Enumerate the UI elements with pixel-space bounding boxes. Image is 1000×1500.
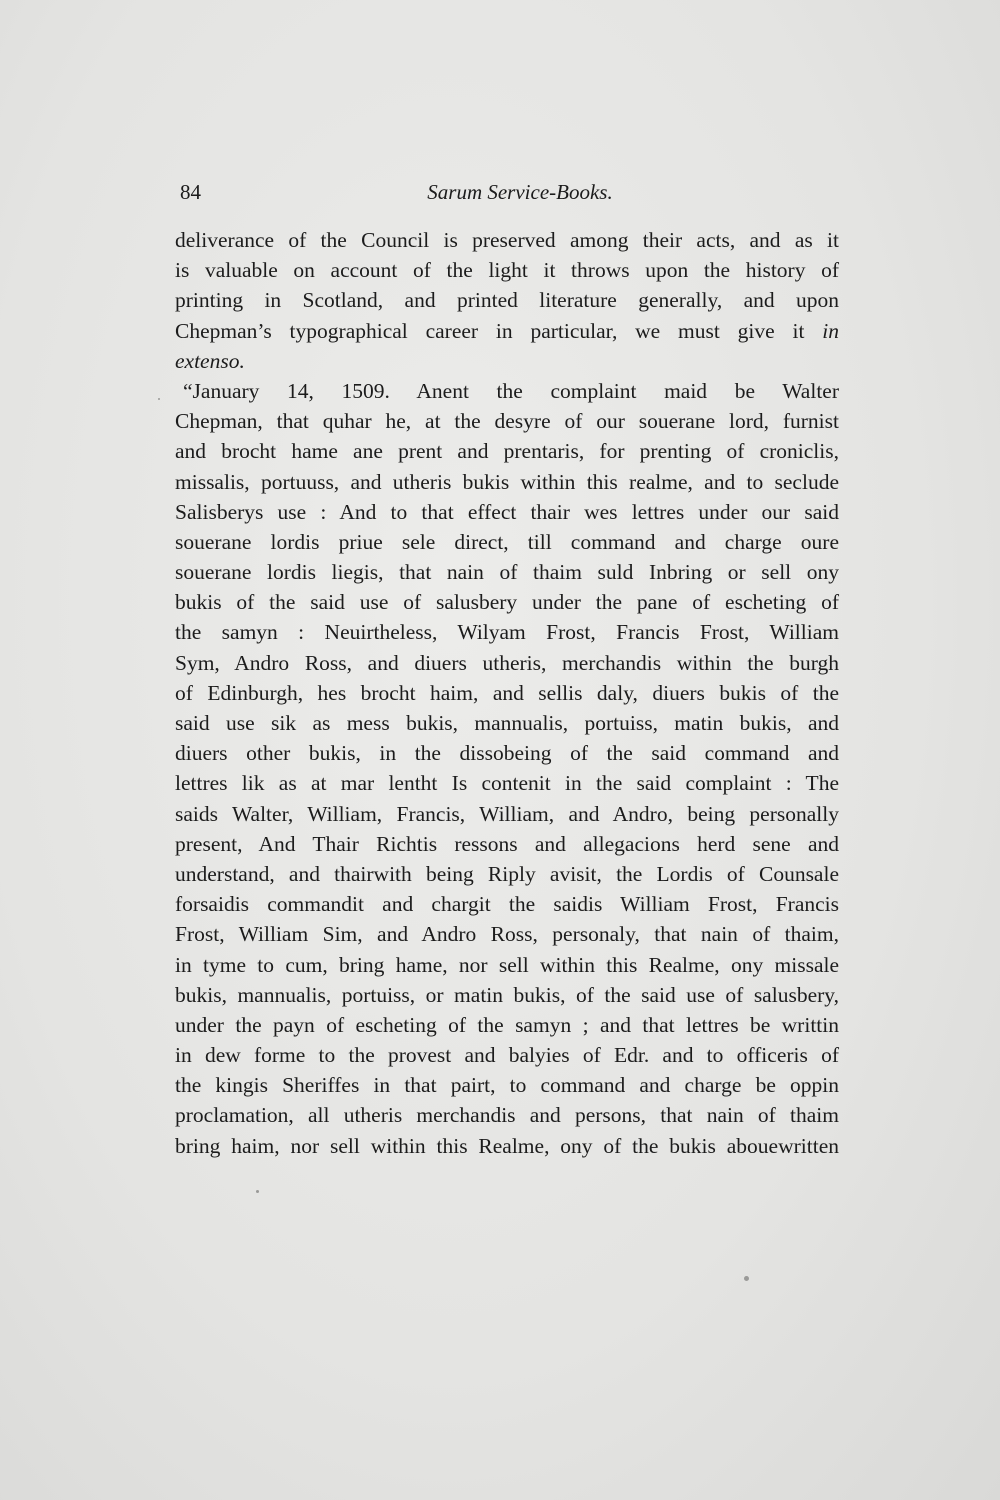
text-line [175, 980, 839, 1010]
text-line [175, 346, 839, 376]
italic-text: in [822, 318, 839, 343]
text-line-content: forsaidis commandit and chargit the saidis William Frost, Francis [175, 892, 839, 917]
text-line-content: present, And Thair Richtis ressons and allegacions herd sene and [175, 831, 839, 856]
text-line-content: Sym, Andro Ross, and diuers utheris, merchandis within the burgh [175, 650, 839, 675]
text-line [175, 1100, 839, 1130]
text-line [175, 436, 839, 466]
text-line-content: bukis of the said use of salusbery under the pane of escheting of [175, 590, 839, 615]
paper-speck [256, 1190, 259, 1193]
text-line [175, 497, 839, 527]
text-line-content: of Edinburgh, hes brocht haim, and sellis daly, diuers bukis of the [175, 680, 839, 705]
text-line-content: and brocht hame ane prent and prentaris, for prenting of croniclis, [175, 439, 839, 464]
text-line-content: printing in Scotland, and printed literature generally, and upon [175, 288, 839, 313]
text-line [175, 617, 839, 647]
text-line-content: bukis, mannualis, portuiss, or matin bukis, of the said use of salusbery, [175, 982, 839, 1007]
text-line [175, 406, 839, 436]
text-line-content: said use sik as mess bukis, mannualis, portuiss, matin bukis, and [175, 711, 839, 735]
running-head [180, 180, 840, 212]
text-line [175, 859, 839, 889]
text-line-content: Frost, William Sim, and Andro Ross, personaly, that nain of thaim, [175, 922, 839, 947]
text-line [175, 376, 839, 406]
text-line [175, 557, 839, 587]
body-text [175, 225, 839, 1161]
text-line [175, 678, 839, 708]
text-line [175, 768, 839, 798]
text-line [175, 1010, 839, 1040]
text-line-content: under the payn of escheting of the samyn ; and that lettres be writtin [175, 1012, 839, 1037]
paper-speck [158, 398, 160, 400]
running-title: Sarum Service-Books. [427, 180, 613, 204]
text-line-content: proclamation, all utheris merchandis and persons, that nain of thaim [175, 1103, 839, 1128]
text-line-content: souerane lordis priue sele direct, till command and charge oure [175, 529, 839, 554]
text-line [175, 708, 839, 738]
text-line [175, 1040, 839, 1070]
text-line [175, 799, 839, 829]
text-line [175, 1131, 839, 1161]
italic-text: extenso. [175, 348, 245, 373]
text-line-content: Chepman’s typographical career in particular, we must give it [175, 318, 823, 343]
text-line-content: lettres lik as at mar lentht Is contenit in the said complaint : The [175, 771, 839, 796]
text-line-content: souerane lordis liegis, that nain of thaim suld Inbring or sell ony [175, 560, 839, 585]
text-line-content: Salisberys use : And to that effect thair wes lettres under our said [175, 499, 839, 524]
text-line-content: the samyn : Neuirtheless, Wilyam Frost, Francis Frost, William [175, 620, 839, 645]
text-line [175, 889, 839, 919]
text-line [175, 527, 839, 557]
text-line-content: bring haim, nor sell within this Realme, ony of the bukis abouewritten [175, 1133, 839, 1158]
text-line [175, 950, 839, 980]
text-line-content: missalis, portuuss, and utheris bukis within this realme, and to seclude [175, 469, 839, 494]
text-line [175, 225, 839, 255]
paper-speck [744, 1276, 749, 1281]
text-line [175, 587, 839, 617]
text-line-content: is valuable on account of the light it throws upon the history of [175, 258, 839, 283]
text-line-content: understand, and thairwith being Riply avisit, the Lordis of Counsale [175, 861, 839, 886]
text-line-content: in tyme to cum, bring hame, nor sell within this Realme, ony missale [175, 952, 839, 977]
text-line [175, 738, 839, 768]
text-line-content: “January 14, 1509. Anent the complaint maid be Walter [183, 378, 839, 403]
text-line [175, 316, 839, 346]
text-line [175, 285, 839, 315]
page-number: 84 [180, 180, 201, 204]
text-line-content: diuers other bukis, in the dissobeing of the said command and [175, 741, 839, 766]
text-line-content: in dew forme to the provest and balyies of Edr. and to officeris of [175, 1043, 839, 1068]
text-line-content: saids Walter, William, Francis, William, and Andro, being personally [175, 801, 839, 826]
text-line-content: the kingis Sheriffes in that pairt, to command and charge be oppin [175, 1073, 839, 1098]
text-line [175, 1070, 839, 1100]
text-line [175, 829, 839, 859]
text-line [175, 919, 839, 949]
text-line-content: deliverance of the Council is preserved among their acts, and as it [175, 228, 839, 252]
text-line-content: Chepman, that quhar he, at the desyre of our souerane lord, furnist [175, 409, 839, 434]
text-line [175, 467, 839, 497]
text-line [175, 648, 839, 678]
text-line [175, 255, 839, 285]
